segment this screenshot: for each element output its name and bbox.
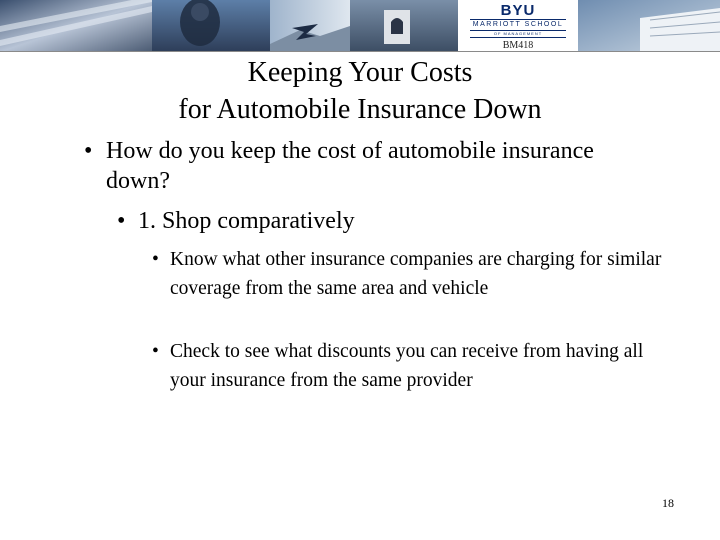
header-banner — [0, 0, 720, 52]
slide-title-line-2: for Automobile Insurance Down — [178, 94, 542, 125]
slide-title-line-1: Keeping Your Costs — [247, 57, 473, 88]
course-code: BM418 — [502, 40, 534, 51]
banner-divider — [0, 51, 720, 52]
bullet-text: Check to see what discounts you can receive from having all your insurance from the same provider — [170, 341, 644, 391]
page-number: 18 — [662, 496, 674, 510]
bullet-level-1 — [84, 136, 644, 196]
bullet-level-2 — [117, 206, 617, 236]
bullet-text: 1. Shop comparatively — [138, 208, 355, 234]
bullet-text: Know what other insurance companies are charging for similar coverage from the same area and vehicle — [170, 249, 662, 299]
byu-logo-text: BYU — [500, 2, 536, 19]
bullet-dot-icon: • — [152, 249, 159, 270]
bullet-dot-icon: • — [117, 208, 126, 234]
bullet-text: How do you keep the cost of automobile insurance down? — [106, 138, 594, 194]
byu-logo — [458, 0, 578, 52]
slide-title — [60, 54, 660, 128]
bullet-dot-icon: • — [84, 138, 93, 164]
bullet-level-3 — [152, 337, 672, 395]
bullet-level-3 — [152, 245, 672, 303]
banner-photo-strip — [0, 0, 720, 52]
bullet-dot-icon: • — [152, 341, 159, 362]
logo-rule-top — [470, 19, 566, 20]
logo-subtitle: MARRIOTT SCHOOL — [472, 21, 564, 28]
logo-rule-bottom — [470, 37, 566, 38]
logo-subtitle-2: OF MANAGEMENT — [493, 31, 543, 36]
